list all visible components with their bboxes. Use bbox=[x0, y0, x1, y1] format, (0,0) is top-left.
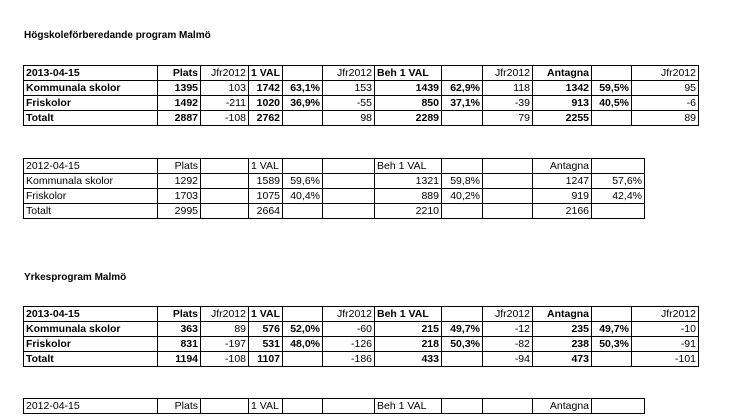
header-cell bbox=[442, 66, 483, 81]
table-cell: 850 bbox=[375, 96, 442, 111]
table-cell: 89 bbox=[632, 111, 699, 126]
header-cell: Jfr2012 bbox=[201, 66, 249, 81]
table-2013-yrkes bbox=[23, 306, 699, 367]
section1-title: Högskoleförberedande program Malmö bbox=[24, 30, 211, 41]
header-cell: Plats bbox=[158, 159, 201, 174]
header-cell bbox=[592, 159, 645, 174]
table-row bbox=[24, 174, 645, 189]
table-cell: 1742 bbox=[249, 81, 283, 96]
table-cell: 118 bbox=[483, 81, 533, 96]
table-cell: -55 bbox=[323, 96, 375, 111]
table-cell: 49,7% bbox=[442, 322, 483, 337]
table-cell: 2289 bbox=[375, 111, 442, 126]
table-cell: 48,0% bbox=[283, 337, 323, 352]
table-cell: 89 bbox=[201, 322, 249, 337]
header-cell: 1 VAL bbox=[249, 66, 283, 81]
header-cell: Jfr2012 bbox=[483, 307, 533, 322]
table-cell: 1075 bbox=[249, 189, 283, 204]
header-cell bbox=[592, 399, 645, 414]
table-cell bbox=[483, 204, 533, 219]
table-cell: 218 bbox=[375, 337, 442, 352]
table-cell: 1342 bbox=[533, 81, 592, 96]
table-cell: 238 bbox=[533, 337, 592, 352]
header-cell: Antagna bbox=[533, 159, 592, 174]
table-cell: 50,3% bbox=[442, 337, 483, 352]
table-cell: -101 bbox=[632, 352, 699, 367]
table-cell: 1395 bbox=[158, 81, 201, 96]
table-cell: 153 bbox=[323, 81, 375, 96]
table-cell: 40,4% bbox=[283, 189, 323, 204]
section2-title: Yrkesprogram Malmö bbox=[24, 272, 127, 283]
header-cell: Antagna bbox=[533, 399, 592, 414]
table-cell: Kommunala skolor bbox=[24, 322, 158, 337]
header-cell: Beh 1 VAL bbox=[375, 307, 442, 322]
table-cell: 95 bbox=[632, 81, 699, 96]
table-cell: 59,8% bbox=[442, 174, 483, 189]
header-cell bbox=[323, 399, 375, 414]
table-cell: -91 bbox=[632, 337, 699, 352]
table-cell: 889 bbox=[375, 189, 442, 204]
header-cell: Jfr2012 bbox=[483, 66, 533, 81]
table-cell: 1439 bbox=[375, 81, 442, 96]
table-cell: 40,5% bbox=[592, 96, 632, 111]
table-cell bbox=[201, 189, 249, 204]
table-cell: Friskolor bbox=[24, 96, 158, 111]
table-cell: -211 bbox=[201, 96, 249, 111]
table-cell: 42,4% bbox=[592, 189, 645, 204]
table-cell: 576 bbox=[249, 322, 283, 337]
table-cell: 98 bbox=[323, 111, 375, 126]
table-cell: -186 bbox=[323, 352, 375, 367]
header-cell: Plats bbox=[158, 66, 201, 81]
header-cell: Plats bbox=[158, 307, 201, 322]
table-cell: -82 bbox=[483, 337, 533, 352]
table-cell: 831 bbox=[158, 337, 201, 352]
table-cell: 363 bbox=[158, 322, 201, 337]
table-cell: 2762 bbox=[249, 111, 283, 126]
header-cell bbox=[483, 399, 533, 414]
table-header-row bbox=[24, 66, 699, 81]
table-cell: -126 bbox=[323, 337, 375, 352]
header-cell: 2012-04-15 bbox=[24, 399, 158, 414]
table-cell: 913 bbox=[533, 96, 592, 111]
header-cell bbox=[283, 307, 323, 322]
table-cell: 50,3% bbox=[592, 337, 632, 352]
table-cell: -60 bbox=[323, 322, 375, 337]
header-cell bbox=[442, 307, 483, 322]
header-cell: Jfr2012 bbox=[323, 66, 375, 81]
table-cell: 63,1% bbox=[283, 81, 323, 96]
table-cell: Friskolor bbox=[24, 337, 158, 352]
table-cell: 40,2% bbox=[442, 189, 483, 204]
table-cell: Friskolor bbox=[24, 189, 158, 204]
header-cell bbox=[283, 399, 323, 414]
table-cell bbox=[323, 189, 375, 204]
table-2012-hogskole bbox=[23, 158, 645, 219]
table-cell: -39 bbox=[483, 96, 533, 111]
table-cell: -108 bbox=[201, 111, 249, 126]
table-cell: Totalt bbox=[24, 204, 158, 219]
header-cell bbox=[201, 159, 249, 174]
table-cell: 2995 bbox=[158, 204, 201, 219]
table-cell: 2664 bbox=[249, 204, 283, 219]
table-cell: 1492 bbox=[158, 96, 201, 111]
table-cell: 1194 bbox=[158, 352, 201, 367]
table-cell: 79 bbox=[483, 111, 533, 126]
table-cell: 2887 bbox=[158, 111, 201, 126]
table-row bbox=[24, 352, 699, 367]
table-header-row bbox=[24, 399, 645, 414]
table-cell bbox=[442, 111, 483, 126]
table-cell: 433 bbox=[375, 352, 442, 367]
table-cell: 919 bbox=[533, 189, 592, 204]
table-cell: 1247 bbox=[533, 174, 592, 189]
table-cell bbox=[442, 204, 483, 219]
table-cell bbox=[592, 204, 645, 219]
table-cell bbox=[442, 352, 483, 367]
header-cell: 2013-04-15 bbox=[24, 307, 158, 322]
table-header-row bbox=[24, 307, 699, 322]
header-cell: Jfr2012 bbox=[201, 307, 249, 322]
table-2012-yrkes bbox=[23, 398, 645, 414]
header-cell: Beh 1 VAL bbox=[375, 159, 442, 174]
table-header-row bbox=[24, 159, 645, 174]
table-cell: 2166 bbox=[533, 204, 592, 219]
header-cell bbox=[442, 399, 483, 414]
table-row bbox=[24, 81, 699, 96]
table-row bbox=[24, 189, 645, 204]
table-cell: 1589 bbox=[249, 174, 283, 189]
table-cell: 1321 bbox=[375, 174, 442, 189]
header-cell bbox=[483, 159, 533, 174]
header-cell: Jfr2012 bbox=[632, 307, 699, 322]
header-cell bbox=[201, 399, 249, 414]
header-cell bbox=[283, 66, 323, 81]
header-cell: Antagna bbox=[533, 66, 592, 81]
table-cell: 2255 bbox=[533, 111, 592, 126]
table-row bbox=[24, 111, 699, 126]
table-cell: 473 bbox=[533, 352, 592, 367]
table-cell bbox=[283, 352, 323, 367]
header-cell bbox=[283, 159, 323, 174]
table-row bbox=[24, 322, 699, 337]
header-cell: 1 VAL bbox=[249, 307, 283, 322]
table-cell: -197 bbox=[201, 337, 249, 352]
table-cell: 1292 bbox=[158, 174, 201, 189]
table-cell: 235 bbox=[533, 322, 592, 337]
table-cell: 531 bbox=[249, 337, 283, 352]
header-cell: Beh 1 VAL bbox=[375, 399, 442, 414]
table-row bbox=[24, 204, 645, 219]
header-cell: 2012-04-15 bbox=[24, 159, 158, 174]
table-cell: -10 bbox=[632, 322, 699, 337]
table-cell: 37,1% bbox=[442, 96, 483, 111]
table-cell: 62,9% bbox=[442, 81, 483, 96]
table-cell bbox=[483, 189, 533, 204]
table-cell bbox=[283, 204, 323, 219]
table-cell bbox=[323, 174, 375, 189]
table-cell bbox=[483, 174, 533, 189]
header-cell: 1 VAL bbox=[249, 159, 283, 174]
table-cell: -94 bbox=[483, 352, 533, 367]
table-cell: 57,6% bbox=[592, 174, 645, 189]
header-cell: Jfr2012 bbox=[632, 66, 699, 81]
table-cell bbox=[283, 111, 323, 126]
table-cell: 2210 bbox=[375, 204, 442, 219]
table-cell: 36,9% bbox=[283, 96, 323, 111]
table-cell: 103 bbox=[201, 81, 249, 96]
table-cell: 59,6% bbox=[283, 174, 323, 189]
table-cell: -108 bbox=[201, 352, 249, 367]
header-cell: Antagna bbox=[533, 307, 592, 322]
header-cell bbox=[323, 159, 375, 174]
header-cell bbox=[592, 307, 632, 322]
table-cell: Kommunala skolor bbox=[24, 174, 158, 189]
header-cell: 2013-04-15 bbox=[24, 66, 158, 81]
header-cell bbox=[442, 159, 483, 174]
table-cell: Kommunala skolor bbox=[24, 81, 158, 96]
table-cell: Totalt bbox=[24, 352, 158, 367]
table-cell: 52,0% bbox=[283, 322, 323, 337]
table-cell bbox=[201, 174, 249, 189]
table-cell: -12 bbox=[483, 322, 533, 337]
table-cell: 1020 bbox=[249, 96, 283, 111]
header-cell bbox=[592, 66, 632, 81]
table-cell: 59,5% bbox=[592, 81, 632, 96]
table-cell bbox=[592, 111, 632, 126]
table-2013-hogskole bbox=[23, 65, 699, 126]
table-row bbox=[24, 337, 699, 352]
table-row bbox=[24, 96, 699, 111]
header-cell: Plats bbox=[158, 399, 201, 414]
header-cell: Jfr2012 bbox=[323, 307, 375, 322]
table-cell: Totalt bbox=[24, 111, 158, 126]
table-cell: 215 bbox=[375, 322, 442, 337]
table-cell bbox=[592, 352, 632, 367]
table-cell: 1107 bbox=[249, 352, 283, 367]
table-cell bbox=[201, 204, 249, 219]
table-cell: 49,7% bbox=[592, 322, 632, 337]
table-cell: 1703 bbox=[158, 189, 201, 204]
table-cell: -6 bbox=[632, 96, 699, 111]
header-cell: Beh 1 VAL bbox=[375, 66, 442, 81]
table-cell bbox=[323, 204, 375, 219]
header-cell: 1 VAL bbox=[249, 399, 283, 414]
